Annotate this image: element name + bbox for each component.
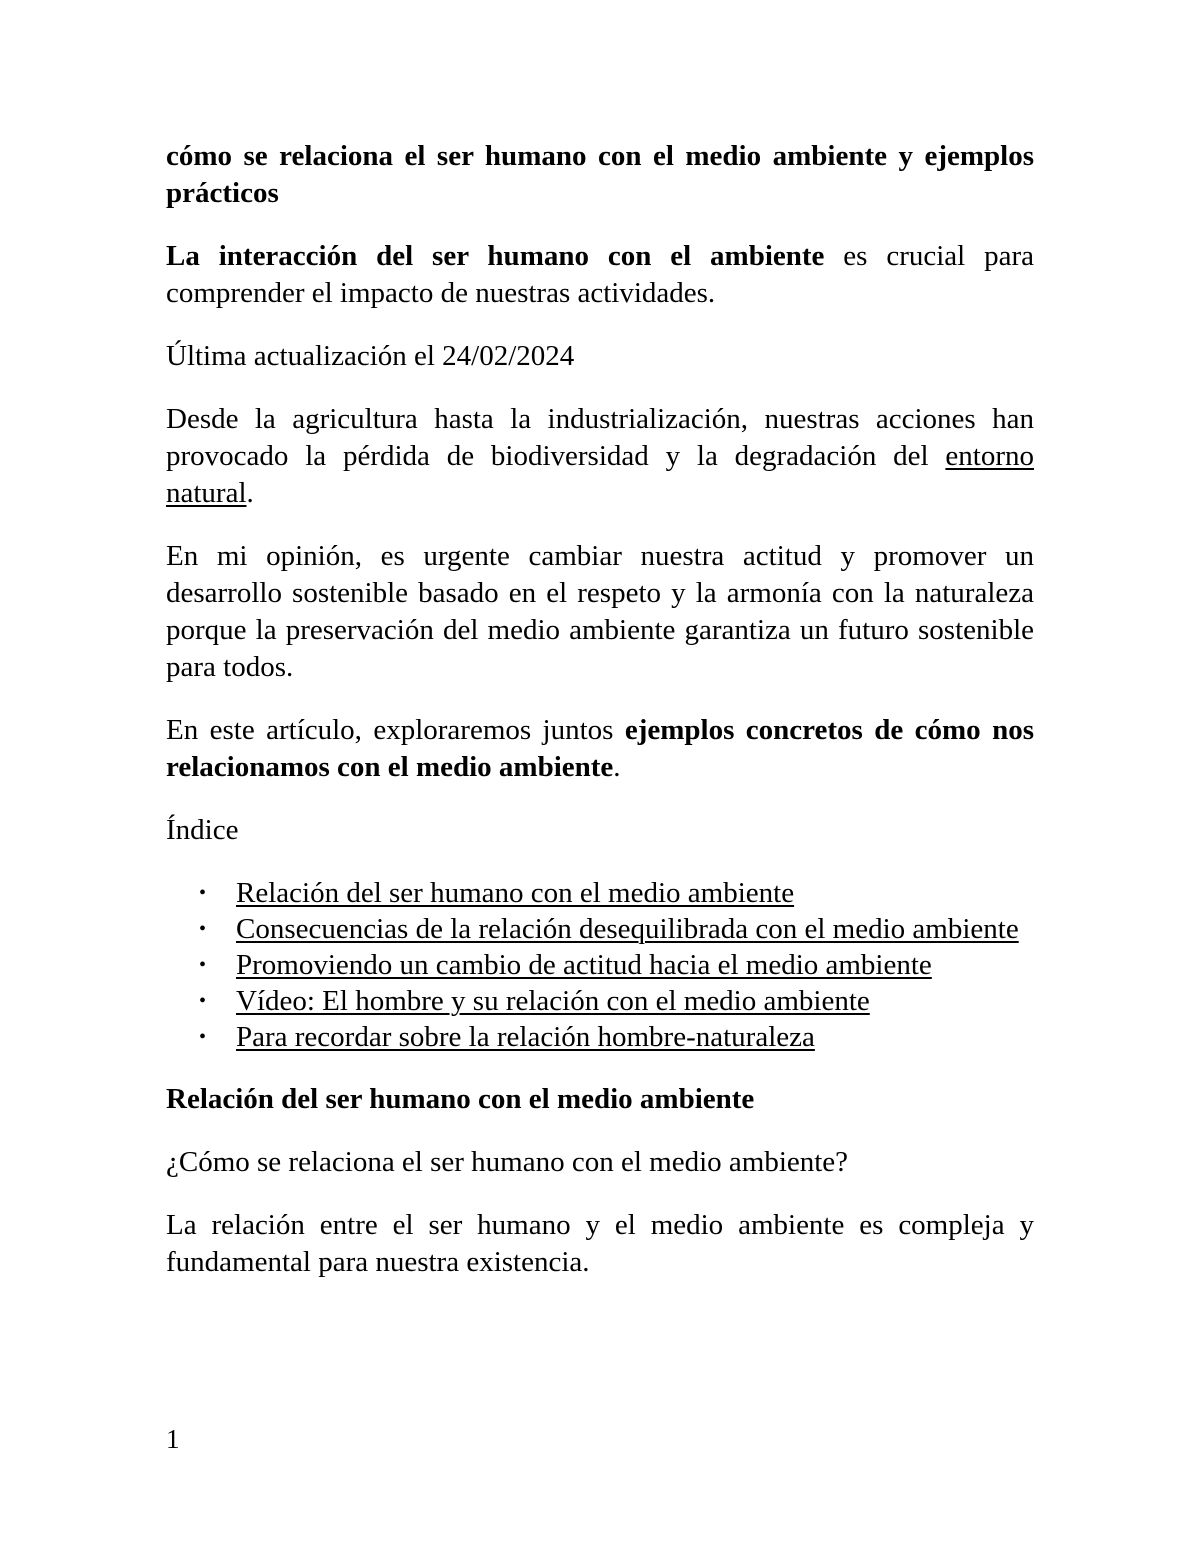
document-title <box>166 138 1034 212</box>
question-text: ¿Cómo se relaciona el ser humano con el medio ambiente? <box>166 1146 849 1178</box>
document-title-text: cómo se relaciona el ser humano con el medio ambiente y ejemplos prácticos <box>166 140 1034 209</box>
table-of-contents <box>166 875 1034 1055</box>
paragraph-1-end: . <box>246 477 254 509</box>
paragraph-1-text: Desde la agricultura hasta la industrialización, nuestras acciones han provocado la pérdida de biodiversidad y la degradación del <box>166 403 1034 472</box>
bullet-icon: • <box>199 954 207 976</box>
bullet-icon: • <box>199 918 207 940</box>
bullet-icon: • <box>199 882 207 904</box>
intro-text: es crucial para comprender el impacto de nuestras actividades. <box>166 240 1035 309</box>
page-number: 1 <box>166 1424 180 1454</box>
toc-item <box>199 1019 1034 1055</box>
entorno-natural-link[interactable]: entorno natural <box>166 440 1034 509</box>
paragraph-3-text: En este artículo, exploraremos juntos <box>166 714 625 746</box>
toc-link-recordar[interactable]: Para recordar sobre la relación hombre-naturaleza <box>236 1021 815 1053</box>
section-heading-text: Relación del ser humano con el medio ambiente <box>166 1083 755 1115</box>
index-label: Índice <box>166 814 239 846</box>
toc-item <box>199 911 1034 947</box>
toc-link-video[interactable]: Vídeo: El hombre y su relación con el medio ambiente <box>236 985 870 1017</box>
bullet-icon: • <box>199 990 207 1012</box>
document-body <box>166 138 1034 1307</box>
last-updated: Última actualización el 24/02/2024 <box>166 340 575 372</box>
toc-item <box>199 983 1034 1019</box>
toc-link-relacion[interactable]: Relación del ser humano con el medio ambiente <box>236 877 795 909</box>
paragraph-1 <box>166 401 1034 512</box>
toc-link-promoviendo[interactable]: Promoviendo un cambio de actitud hacia el medio ambiente <box>236 949 932 981</box>
paragraph-3 <box>166 712 1034 786</box>
toc-link-consecuencias[interactable]: Consecuencias de la relación desequilibrada con el medio ambiente <box>236 913 1019 945</box>
paragraph-2: En mi opinión, es urgente cambiar nuestra actitud y promover un desarrollo sostenible basado en el respeto y la armonía con la naturaleza porque la preservación del medio ambiente garantiza un futuro sostenible para todos. <box>166 540 1034 683</box>
intro-paragraph <box>166 238 1034 312</box>
intro-bold-text: La interacción del ser humano con el ambiente <box>166 240 825 272</box>
paragraph-4: La relación entre el ser humano y el medio ambiente es compleja y fundamental para nuestra existencia. <box>166 1209 1034 1278</box>
section-heading <box>166 1081 1034 1118</box>
paragraph-3-end: . <box>613 751 621 783</box>
paragraph-3-bold: ejemplos concretos de cómo nos relacionamos con el medio ambiente <box>166 714 1034 783</box>
toc-item <box>199 947 1034 983</box>
bullet-icon: • <box>199 1026 207 1048</box>
toc-item <box>199 875 1034 911</box>
